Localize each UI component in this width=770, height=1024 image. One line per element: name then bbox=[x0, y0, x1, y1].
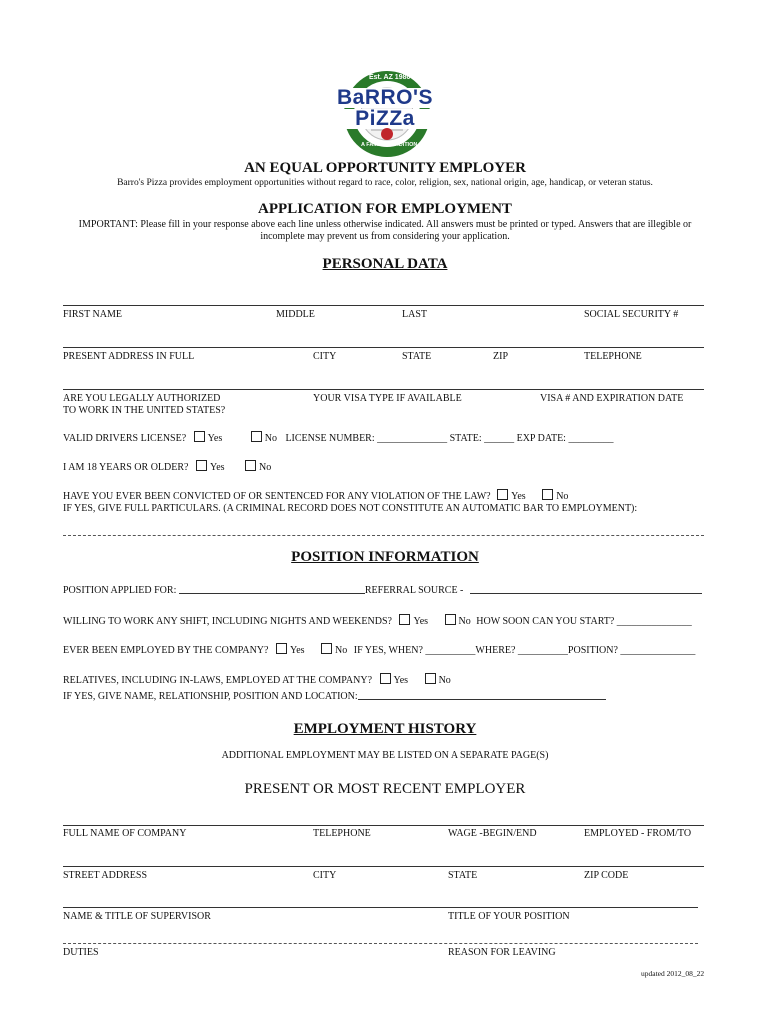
authorized-label-line1: ARE YOU LEGALLY AUTHORIZED bbox=[63, 393, 221, 404]
age-no-checkbox[interactable] bbox=[245, 460, 256, 471]
middle-label: MIDDLE bbox=[276, 309, 315, 320]
referral-field[interactable] bbox=[470, 584, 702, 594]
referral-label: REFERRAL SOURCE - bbox=[364, 585, 464, 596]
start-date-field[interactable]: HOW SOON CAN YOU START? _______________ bbox=[476, 616, 692, 627]
logo-line1: BaRRO'S bbox=[336, 86, 433, 109]
relatives-detail-field[interactable] bbox=[358, 690, 606, 700]
visa-type-label: YOUR VISA TYPE IF AVAILABLE bbox=[313, 393, 462, 404]
employer-zip-label: ZIP CODE bbox=[584, 870, 629, 881]
duties-line[interactable] bbox=[63, 943, 698, 944]
license-yes-label: Yes bbox=[207, 433, 223, 444]
drivers-license-row bbox=[63, 431, 613, 444]
license-yes-checkbox[interactable] bbox=[194, 431, 205, 442]
recent-employer-heading: PRESENT OR MOST RECENT EMPLOYER bbox=[244, 781, 526, 797]
license-number-field[interactable]: LICENSE NUMBER: ______________ STATE: ______ EXP DATE: _________ bbox=[285, 433, 614, 444]
state-label: STATE bbox=[402, 351, 432, 362]
updated-date: updated 2012_08_22 bbox=[641, 969, 705, 978]
city-label: CITY bbox=[313, 351, 337, 362]
employed-before-row bbox=[63, 643, 695, 656]
license-no-checkbox[interactable] bbox=[251, 431, 262, 442]
address-line[interactable] bbox=[63, 347, 704, 348]
shift-no-label: No bbox=[458, 616, 471, 627]
relatives-row bbox=[63, 673, 451, 686]
convicted-yes-label: Yes bbox=[511, 491, 526, 502]
shift-row bbox=[63, 614, 692, 627]
age-row bbox=[63, 460, 271, 473]
zip-label: ZIP bbox=[493, 351, 508, 362]
convicted-yes-checkbox[interactable] bbox=[497, 489, 508, 500]
application-title: APPLICATION FOR EMPLOYMENT bbox=[258, 201, 512, 217]
your-position-label: TITLE OF YOUR POSITION bbox=[448, 911, 570, 922]
any-shift-label: WILLING TO WORK ANY SHIFT, INCLUDING NIGHTS AND WEEKENDS? bbox=[63, 616, 392, 627]
convicted-row bbox=[63, 489, 568, 502]
employment-heading: EMPLOYMENT HISTORY bbox=[293, 721, 477, 737]
duties-label: DUTIES bbox=[63, 947, 99, 958]
logo-line2: PiZZa bbox=[355, 107, 415, 130]
shift-yes-checkbox[interactable] bbox=[399, 614, 410, 625]
employed-yes-label: Yes bbox=[289, 645, 305, 656]
relatives-no-checkbox[interactable] bbox=[425, 673, 436, 684]
age-no-label: No bbox=[259, 462, 272, 473]
position-applied-row bbox=[63, 584, 702, 596]
name-line[interactable] bbox=[63, 305, 704, 306]
wage-label: WAGE -BEGIN/END bbox=[448, 828, 537, 839]
employer-address-line[interactable] bbox=[63, 866, 704, 867]
employed-before-label: EVER BEEN EMPLOYED BY THE COMPANY? bbox=[63, 645, 269, 656]
relatives-label: RELATIVES, INCLUDING IN-LAWS, EMPLOYED AT THE COMPANY? bbox=[63, 675, 373, 686]
relatives-yes-label: Yes bbox=[393, 675, 409, 686]
company-line[interactable] bbox=[63, 825, 704, 826]
company-logo bbox=[329, 70, 441, 160]
employed-yes-checkbox[interactable] bbox=[276, 643, 287, 654]
authorization-line[interactable] bbox=[63, 389, 704, 390]
relatives-detail-row bbox=[63, 690, 606, 702]
position-heading: POSITION INFORMATION bbox=[291, 549, 479, 565]
relatives-no-label: No bbox=[438, 675, 451, 686]
authorized-label-line2: TO WORK IN THE UNITED STATES? bbox=[63, 405, 226, 416]
important-note-line1: IMPORTANT: Please fill in your response above each line unless otherwise indicated. All answers must be printed or typed. Answers that are illegible or bbox=[78, 219, 692, 230]
position-applied-label: POSITION APPLIED FOR: bbox=[63, 585, 177, 596]
employed-details-field[interactable]: IF YES, WHEN? __________WHERE? __________POSITION? _______________ bbox=[353, 645, 696, 656]
convicted-label: HAVE YOU EVER BEEN CONVICTED OF OR SENTENCED FOR ANY VIOLATION OF THE LAW? bbox=[63, 491, 491, 502]
convicted-no-checkbox[interactable] bbox=[542, 489, 553, 500]
age18-label: I AM 18 YEARS OR OLDER? bbox=[63, 462, 189, 473]
convicted-particulars-label: IF YES, GIVE FULL PARTICULARS. (A CRIMINAL RECORD DOES NOT CONSTITUTE AN AUTOMATIC BAR TO EMPLOYMENT): bbox=[63, 503, 638, 514]
age-yes-label: Yes bbox=[209, 462, 225, 473]
shift-yes-label: Yes bbox=[413, 616, 429, 627]
supervisor-label: NAME & TITLE OF SUPERVISOR bbox=[63, 911, 211, 922]
relatives-detail-label: IF YES, GIVE NAME, RELATIONSHIP, POSITION AND LOCATION: bbox=[63, 691, 358, 702]
address-label: PRESENT ADDRESS IN FULL bbox=[63, 351, 195, 362]
employer-state-label: STATE bbox=[448, 870, 478, 881]
employed-no-checkbox[interactable] bbox=[321, 643, 332, 654]
age-yes-checkbox[interactable] bbox=[196, 460, 207, 471]
relatives-yes-checkbox[interactable] bbox=[380, 673, 391, 684]
street-address-label: STREET ADDRESS bbox=[63, 870, 147, 881]
last-label: LAST bbox=[402, 309, 427, 320]
license-no-label: No bbox=[264, 433, 277, 444]
employed-no-label: No bbox=[335, 645, 348, 656]
telephone-label: TELEPHONE bbox=[584, 351, 642, 362]
convicted-no-label: No bbox=[556, 491, 569, 502]
position-applied-field[interactable] bbox=[179, 584, 365, 594]
eeo-title: AN EQUAL OPPORTUNITY EMPLOYER bbox=[244, 160, 526, 176]
shift-no-checkbox[interactable] bbox=[445, 614, 456, 625]
logo-bottom-text: A FAMILY TRADITION bbox=[361, 142, 418, 148]
supervisor-line[interactable] bbox=[63, 907, 698, 908]
drivers-license-label: VALID DRIVERS LICENSE? bbox=[63, 433, 187, 444]
employer-city-label: CITY bbox=[313, 870, 337, 881]
personal-data-heading: PERSONAL DATA bbox=[322, 256, 448, 272]
logo-top-text: Est. AZ 1980 bbox=[369, 74, 411, 81]
employer-telephone-label: TELEPHONE bbox=[313, 828, 371, 839]
reason-leaving-label: REASON FOR LEAVING bbox=[448, 947, 556, 958]
company-name-label: FULL NAME OF COMPANY bbox=[63, 828, 187, 839]
important-note-line2: incomplete may prevent us from considering your application. bbox=[260, 231, 510, 242]
additional-employment-note: ADDITIONAL EMPLOYMENT MAY BE LISTED ON A SEPARATE PAGE(S) bbox=[221, 750, 549, 761]
first-name-label: FIRST NAME bbox=[63, 309, 122, 320]
ssn-label: SOCIAL SECURITY # bbox=[584, 309, 679, 320]
visa-number-label: VISA # AND EXPIRATION DATE bbox=[540, 393, 684, 404]
employed-dates-label: EMPLOYED - FROM/TO bbox=[584, 828, 692, 839]
eeo-text: Barro's Pizza provides employment opportunities without regard to race, color, religion, sex, national origin, age, handicap, or veteran status. bbox=[117, 178, 653, 188]
particulars-line[interactable] bbox=[63, 535, 704, 536]
